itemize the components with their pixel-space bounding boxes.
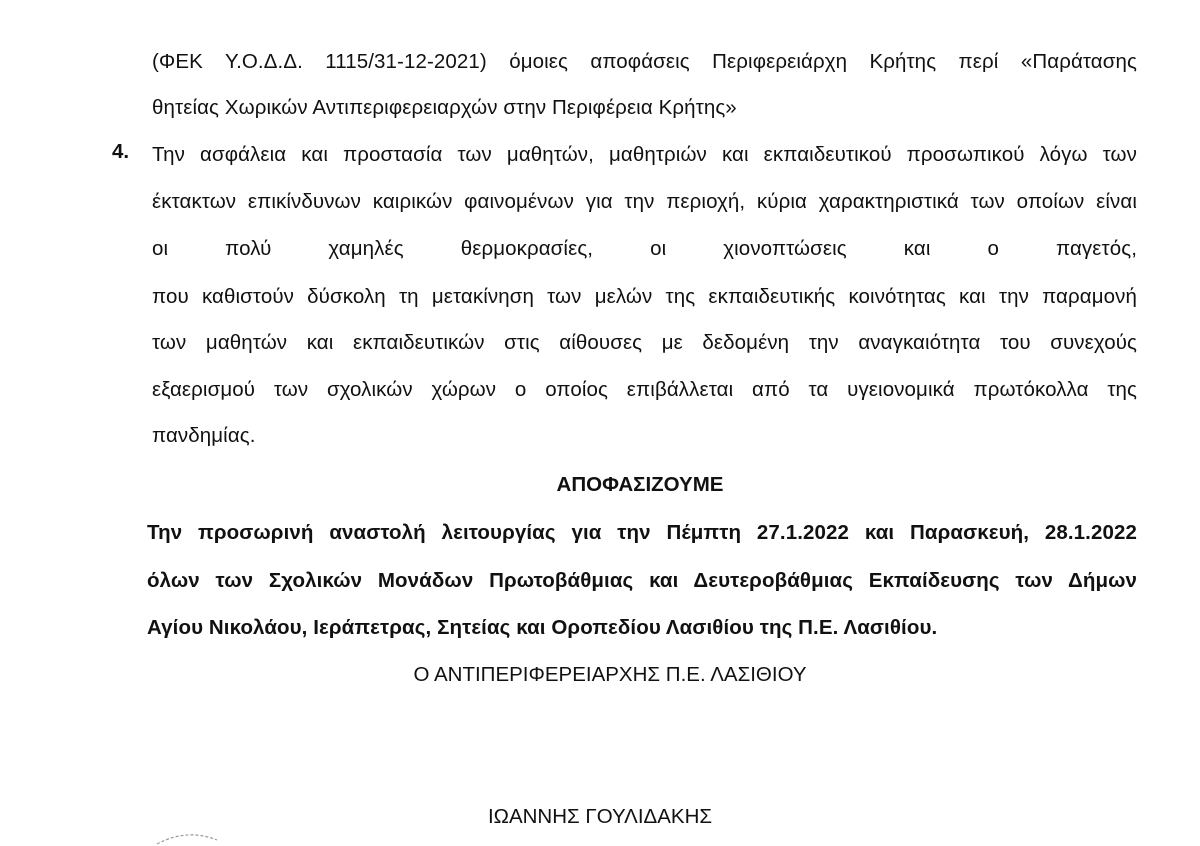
paragraph-prev-line-2: θητείας Χωρικών Αντιπεριφερειαρχών στην Περιφέρεια Κρήτης»: [152, 96, 737, 119]
decision-heading: ΑΠΟΦΑΣΙΖΟΥΜΕ: [556, 473, 724, 496]
item4-line-2: έκτακτων επικίνδυνων καιρικών φαινομένων για την περιοχή, κύρια χαρακτηριστικά των οποίων είναι: [152, 190, 1137, 213]
decision-line-1: Την προσωρινή αναστολή λειτουργίας για την Πέμπτη 27.1.2022 και Παρασκευή, 28.1.2022: [147, 521, 1137, 544]
item4-line-7: πανδημίας.: [152, 424, 256, 447]
paragraph-prev-line-1: (ΦΕΚ Υ.Ο.Δ.Δ. 1115/31-12-2021) όμοιες αποφάσεις Περιφερειάρχη Κρήτης περί «Παράτασης: [152, 50, 1137, 73]
item4-line-1: Την ασφάλεια και προστασία των μαθητών, μαθητριών και εκπαιδευτικού προσωπικού λόγω των: [152, 143, 1137, 166]
decision-line-2: όλων των Σχολικών Μονάδων Πρωτοβάθμιας και Δευτεροβάθμιας Εκπαίδευσης των Δήμων: [147, 569, 1137, 592]
stamp-fragment: [152, 826, 222, 846]
decision-line-3: Αγίου Νικολάου, Ιεράπετρας, Σητείας και Οροπεδίου Λασιθίου της Π.Ε. Λασιθίου.: [147, 616, 938, 639]
signatory-title: Ο ΑΝΤΙΠΕΡΙΦΕΡΕΙΑΡΧΗΣ Π.Ε. ΛΑΣΙΘΙΟΥ: [413, 663, 807, 686]
item4-line-4: που καθιστούν δύσκολη τη μετακίνηση των μελών της εκπαιδευτικής κοινότητας και την παραμονή: [152, 285, 1137, 308]
signatory-name: ΙΩΑΝΝΗΣ ΓΟΥΛΙΔΑΚΗΣ: [487, 805, 713, 828]
item-number: 4.: [112, 140, 130, 163]
item4-line-3: οι πολύ χαμηλές θερμοκρασίες, οι χιονοπτώσεις και ο παγετός,: [152, 237, 1137, 260]
item4-line-6: εξαερισμού των σχολικών χώρων ο οποίος επιβάλλεται από τα υγειονομικά πρωτόκολλα της: [152, 378, 1137, 401]
item4-line-5: των μαθητών και εκπαιδευτικών στις αίθουσες με δεδομένη την αναγκαιότητα του συνεχούς: [152, 331, 1137, 354]
